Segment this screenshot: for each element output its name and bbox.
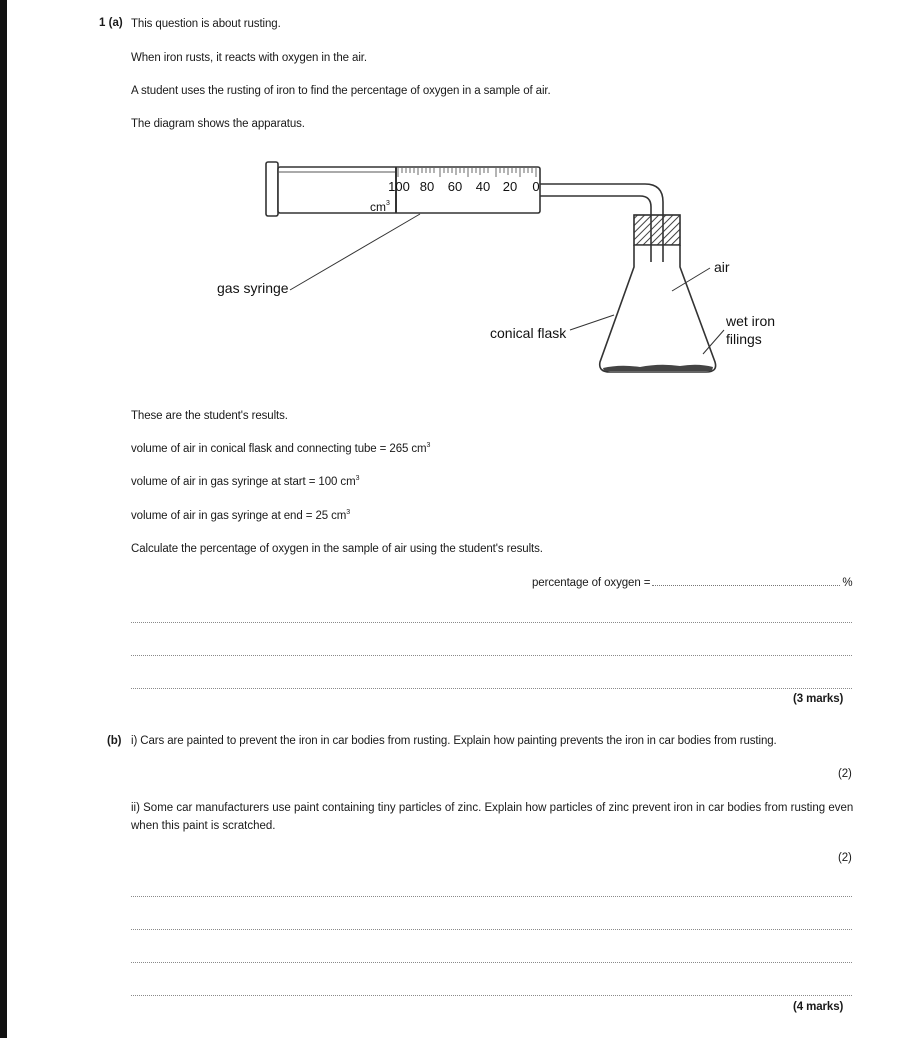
question-number: 1 (a) bbox=[99, 17, 123, 29]
part-b-q1-marks: (2) bbox=[838, 768, 852, 780]
answer-line-b3[interactable] bbox=[131, 962, 852, 963]
method-text: A student uses the rusting of iron to find the percentage of oxygen in a sample of air. bbox=[131, 85, 551, 97]
scale-label-0: 0 bbox=[532, 179, 540, 194]
answer-blank[interactable] bbox=[652, 575, 840, 586]
conical-flask-label: conical flask bbox=[490, 325, 567, 341]
part-b-marks: (4 marks) bbox=[793, 1001, 844, 1013]
rusting-text: When iron rusts, it reacts with oxygen in the air. bbox=[131, 52, 367, 64]
left-scan-edge bbox=[0, 0, 7, 1038]
result-start-volume: volume of air in gas syringe at start = 100 $cm^3$ bbox=[131, 475, 360, 488]
scale-label-100: 100 bbox=[388, 179, 410, 194]
unit-label: $cm^3$ bbox=[370, 200, 390, 214]
air-label: air bbox=[714, 259, 730, 275]
part-b-q2-marks: (2) bbox=[838, 852, 852, 864]
answer-line-b4[interactable] bbox=[131, 995, 852, 996]
wet-iron-label: wet iron bbox=[726, 313, 776, 329]
working-line-1[interactable] bbox=[131, 622, 852, 623]
working-line-2[interactable] bbox=[131, 655, 852, 656]
working-line-3[interactable] bbox=[131, 688, 852, 689]
part-b-label: (b) bbox=[107, 735, 122, 747]
syringe-leader bbox=[290, 214, 420, 290]
conical-flask bbox=[600, 245, 716, 372]
scale-label-20: 20 bbox=[502, 179, 518, 194]
answer-line-b2[interactable] bbox=[131, 929, 852, 930]
result-end-volume: volume of air in gas syringe at end = 25 $cm^3$ bbox=[131, 509, 351, 522]
flask-leader bbox=[570, 315, 614, 330]
diagram-intro: The diagram shows the apparatus. bbox=[131, 118, 305, 130]
answer-line: percentage of oxygen = % bbox=[532, 577, 853, 589]
part-b-question-1: i) Cars are painted to prevent the iron in car bodies from rusting. Explain how painting prevents the iron in car bodies from rusting. bbox=[131, 735, 777, 747]
apparatus-diagram bbox=[200, 150, 810, 385]
part-a-marks: (3 marks) bbox=[793, 693, 844, 705]
filings-label: filings bbox=[726, 331, 762, 347]
scale-label-40: 40 bbox=[475, 179, 491, 194]
intro-text: This question is about rusting. bbox=[131, 18, 281, 30]
scale-label-60: 60 bbox=[447, 179, 463, 194]
calc-instruction: Calculate the percentage of oxygen in the sample of air using the student's results. bbox=[131, 543, 543, 555]
scale-label-80: 80 bbox=[419, 179, 435, 194]
result-flask-volume: volume of air in conical flask and connecting tube = 265 $cm^3$ bbox=[131, 442, 431, 455]
answer-line-b1[interactable] bbox=[131, 896, 852, 897]
part-b-question-2: ii) Some car manufacturers use paint containing tiny particles of zinc. Explain how particles of zinc prevent iron in car bodies from rusting even when this paint is scratched. bbox=[131, 802, 854, 832]
syringe-plunger-cap bbox=[266, 162, 278, 216]
gas-syringe-label: gas syringe bbox=[217, 280, 289, 296]
results-heading: These are the student's results. bbox=[131, 410, 288, 422]
